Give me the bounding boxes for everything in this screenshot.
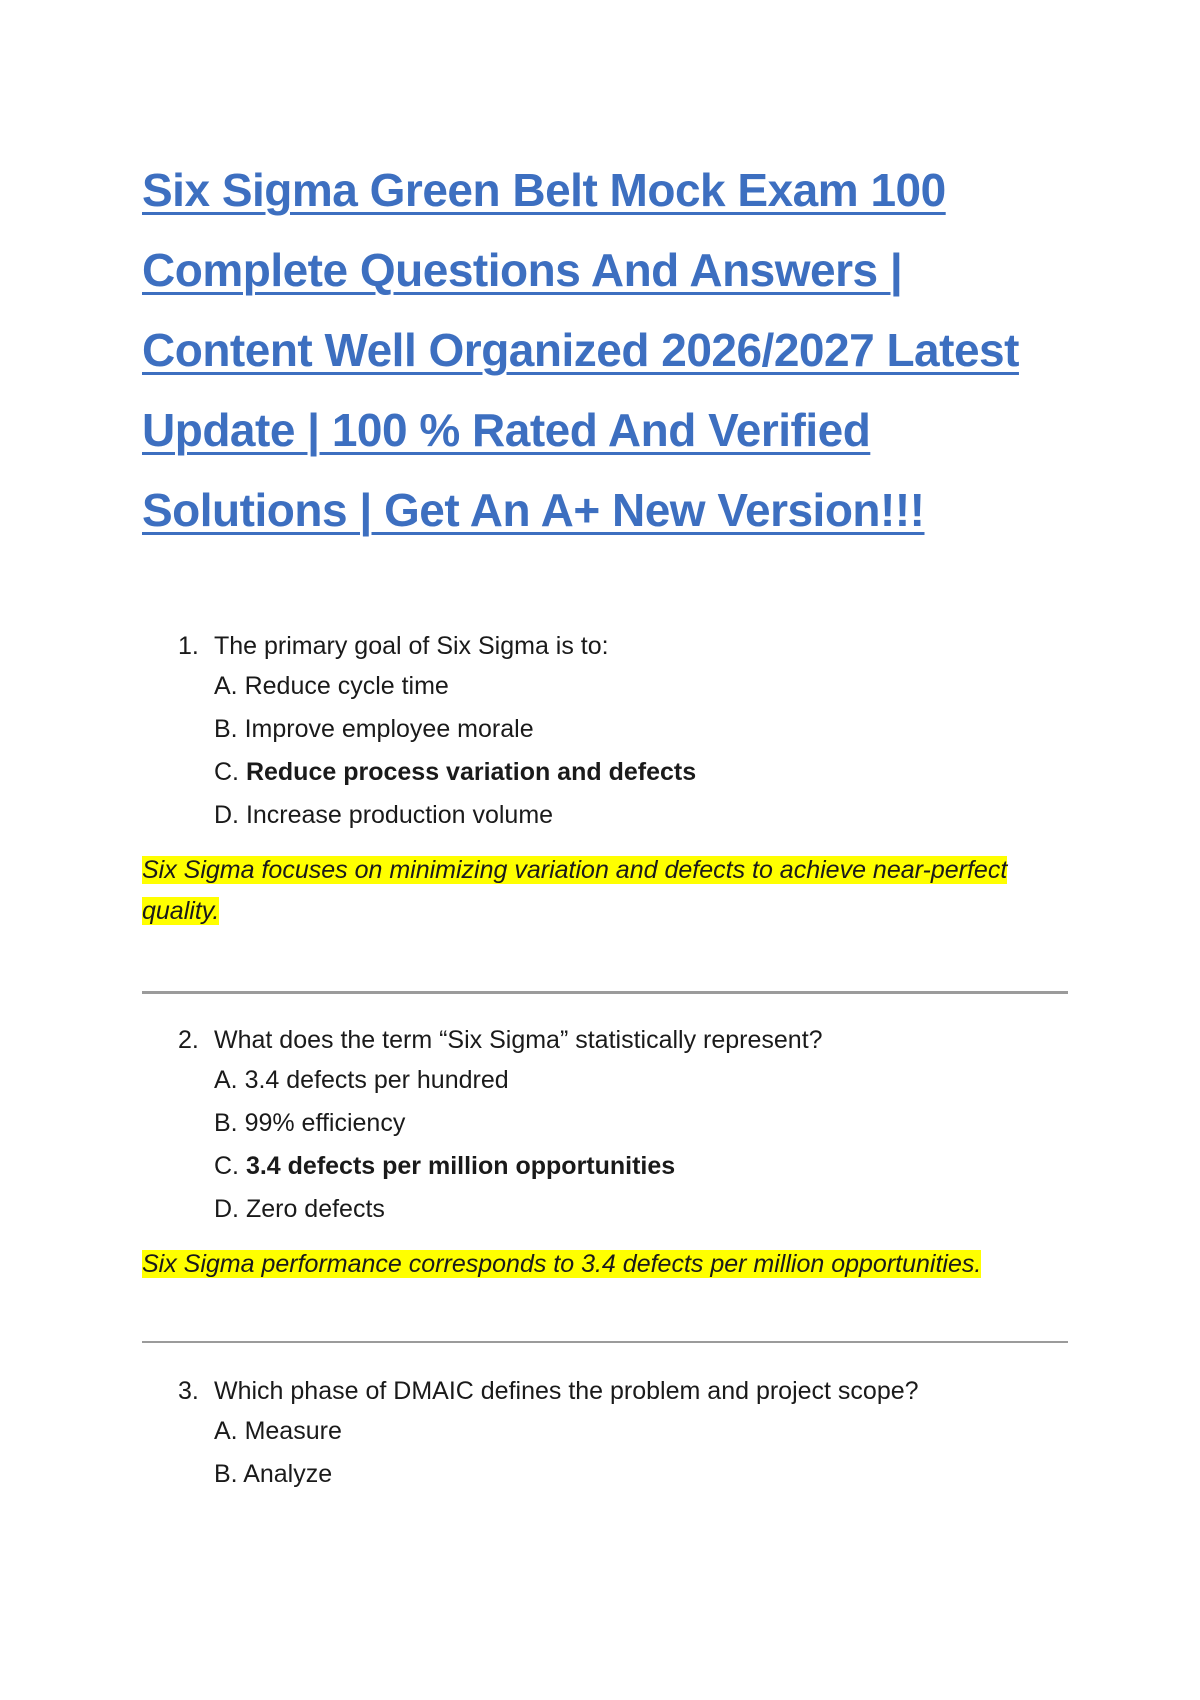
question-2 bbox=[142, 1020, 1072, 1285]
question-text: The primary goal of Six Sigma is to: bbox=[214, 632, 609, 660]
correct-answer-text: Reduce process variation and defects bbox=[245, 758, 697, 786]
question-stem bbox=[142, 1020, 1072, 1060]
option-text: 99% efficiency bbox=[244, 1109, 406, 1137]
option-c-correct bbox=[142, 1146, 1072, 1189]
answer-explanation bbox=[142, 850, 1022, 932]
question-stem bbox=[142, 626, 1072, 666]
question-3 bbox=[142, 1371, 1072, 1497]
option-letter: B. bbox=[214, 1460, 238, 1488]
option-letter: A. bbox=[214, 672, 238, 700]
option-letter: B. bbox=[214, 1109, 238, 1137]
option-b bbox=[142, 1454, 1072, 1497]
option-letter: D. bbox=[214, 1195, 239, 1223]
question-stem bbox=[142, 1371, 1072, 1411]
option-d bbox=[142, 1189, 1072, 1232]
option-letter: B. bbox=[214, 715, 238, 743]
option-letter: C. bbox=[214, 758, 239, 786]
highlighted-explanation-text: Six Sigma focuses on minimizing variation and defects to achieve near-perfect quality. bbox=[142, 856, 1008, 925]
option-text: Analyze bbox=[243, 1460, 333, 1488]
option-text: 3.4 defects per hundred bbox=[244, 1066, 509, 1094]
option-text: Improve employee morale bbox=[244, 715, 534, 743]
option-text: Zero defects bbox=[245, 1195, 385, 1223]
option-text: Increase production volume bbox=[245, 801, 554, 829]
section-divider bbox=[142, 1341, 1068, 1343]
answer-explanation bbox=[142, 1244, 1022, 1285]
question-text: Which phase of DMAIC defines the problem and project scope? bbox=[214, 1377, 919, 1405]
option-a bbox=[142, 1060, 1072, 1103]
option-b bbox=[142, 709, 1072, 752]
document-title bbox=[142, 150, 1062, 550]
question-text: What does the term “Six Sigma” statistically represent? bbox=[214, 1026, 823, 1054]
title-link-line-4[interactable]: Update | 100 % Rated And Verified bbox=[142, 404, 871, 456]
option-d bbox=[142, 795, 1072, 838]
option-letter: A. bbox=[214, 1417, 238, 1445]
option-a bbox=[142, 666, 1072, 709]
question-number: 3. bbox=[178, 1377, 199, 1405]
title-link-line-2[interactable]: Complete Questions And Answers | bbox=[142, 244, 903, 296]
option-text: Measure bbox=[244, 1417, 342, 1445]
correct-answer-text: 3.4 defects per million opportunities bbox=[245, 1152, 676, 1180]
option-c-correct bbox=[142, 752, 1072, 795]
option-letter: A. bbox=[214, 1066, 238, 1094]
title-link-line-3[interactable]: Content Well Organized 2026/2027 Latest bbox=[142, 324, 1019, 376]
question-number: 1. bbox=[178, 632, 199, 660]
title-link-line-5[interactable]: Solutions | Get An A+ New Version!!! bbox=[142, 484, 925, 536]
option-letter: C. bbox=[214, 1152, 239, 1180]
section-divider bbox=[142, 991, 1068, 994]
option-a bbox=[142, 1411, 1072, 1454]
option-letter: D. bbox=[214, 801, 239, 829]
question-number: 2. bbox=[178, 1026, 199, 1054]
option-b bbox=[142, 1103, 1072, 1146]
highlighted-explanation-text: Six Sigma performance corresponds to 3.4 defects per million opportunities. bbox=[142, 1250, 982, 1278]
option-text: Reduce cycle time bbox=[244, 672, 449, 700]
title-link-line-1[interactable]: Six Sigma Green Belt Mock Exam 100 bbox=[142, 164, 946, 216]
question-1 bbox=[142, 626, 1072, 932]
